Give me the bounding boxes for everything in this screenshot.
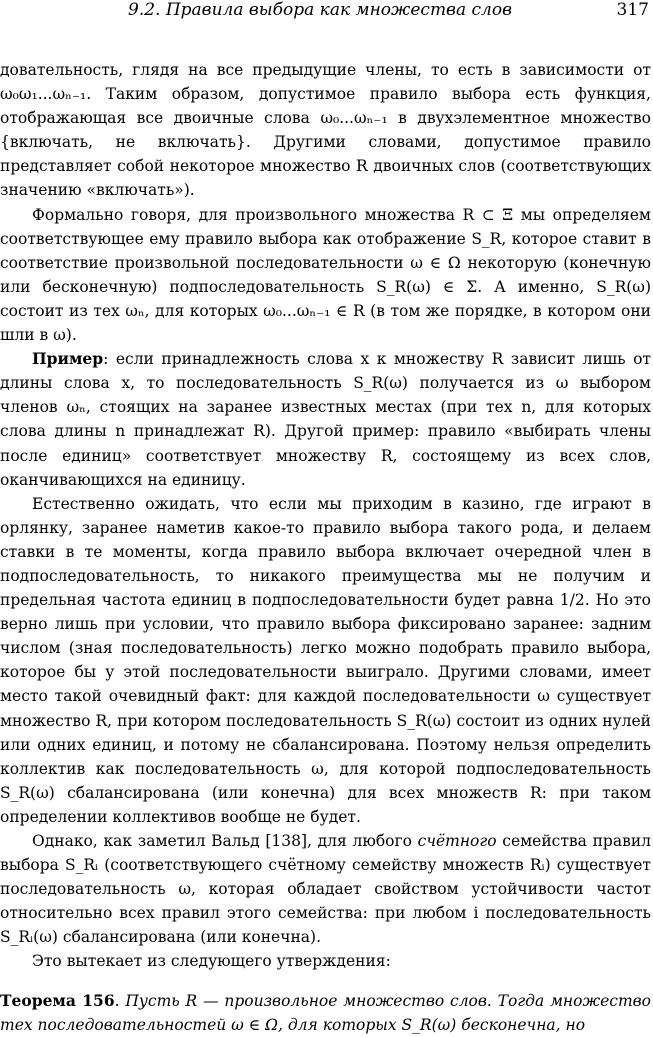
paragraph-lead-in: Это вытекает из следующего утверждения:: [32, 952, 391, 971]
theorem-statement: Пусть R — произвольное множество слов. Тогда множество тех последовательностей ω ∈ Ω, для которых S_R(ω) бесконечна, но: [0, 992, 651, 1034]
paragraph-formal-definition: Формально говоря, для произвольного множества R ⊂ Ξ мы определяем соответствующее ему правило выбора как отображение S_R, которое ставит в соответствие произвольной последовательности ω ∈ Ω некоторую (конечную или бесконечную) подпоследовательность S_R(ω) ∈ Σ. А именно, S_R(ω) состоит из тех ωₙ, для которых ω₀...ωₙ₋₁ ∈ R (в том же порядке, в котором они шли в ω).: [0, 205, 651, 345]
theorem-separator: .: [114, 992, 126, 1010]
paragraph-continuation: довательность, глядя на все предыдущие члены, то есть в зависимости от ω₀ω₁...ωₙ₋₁. Таким образом, допустимое правило выбора есть функция, отображающая все двоичные слова ω₀...ωₙ₋₁ в двухэлементное множество {включать, не включать}. Другими словами, допустимое правило представляет собой некоторое множество R двоичных слов (соответствующих значению «включать»).: [0, 61, 651, 200]
example-lead: Пример: [32, 349, 104, 369]
wald-text-b: семейства правил выбора S_Rᵢ (соответствующего счётному семейству множеств Rᵢ) существует последовательность ω, которая обладает свойством устойчивости частот относительно всех правил этого семейства: при любом i последовательность S_Rᵢ(ω) сбалансирована (или конечна).: [0, 832, 651, 947]
theorem-156: [0, 989, 651, 1037]
example-text: : если принадлежность слова x к множеству R зависит лишь от длины слова x, то последовательность S_R(ω) получается из ω выбором членов ωₙ, стоящих на заранее известных местах (при тех n, для которых слова длины n принадлежат R). Другой пример: правило «выбирать члены после единиц» соответствует множеству R, состоящему из всех слов, оканчивающихся на единицу.: [0, 350, 651, 489]
paragraph-casino: Естественно ожидать, что если мы приходим в казино, где играют в орлянку, заранее наметив какое-то правило выбора такого рода, и делаем ставки в те моменты, когда правило выбора включает очередной член в подпоследовательность, то никакого преимущества мы не получим и предельная частота единиц в подпоследовательности будет равна 1/2. Но это верно лишь при условии, что правило выбора фиксировано заранее: задним числом (зная последовательность) легко можно подобрать правило выбора, которое бы у этой последовательности выиграло. Другими словами, имеет место такой очевидный факт: для каждой последовательности ω существует множество R, при котором последовательность S_R(ω) состоит из одних нулей или одних единиц, и потому не сбалансирована. Поэтому нельзя определить коллектив как последовательность ω, для которой подпоследовательность S_R(ω) сбалансирована (или конечна) для всех множеств R: при таком определении коллективов вообще не будет.: [0, 494, 651, 826]
wald-text-a: Однако, как заметил Вальд [138], для любого: [32, 832, 418, 850]
theorem-paragraph: [0, 989, 651, 1037]
theorem-label: Теорема 156: [0, 991, 115, 1010]
wald-emphasis: счётного: [417, 832, 497, 850]
page-number: 317: [616, 0, 649, 20]
running-head: [0, 0, 653, 24]
running-title: 9.2. Правила выбора как множества слов: [128, 0, 512, 20]
paragraph-wald: [0, 829, 651, 949]
main-text: [0, 58, 651, 974]
paragraph-example: [0, 347, 651, 492]
